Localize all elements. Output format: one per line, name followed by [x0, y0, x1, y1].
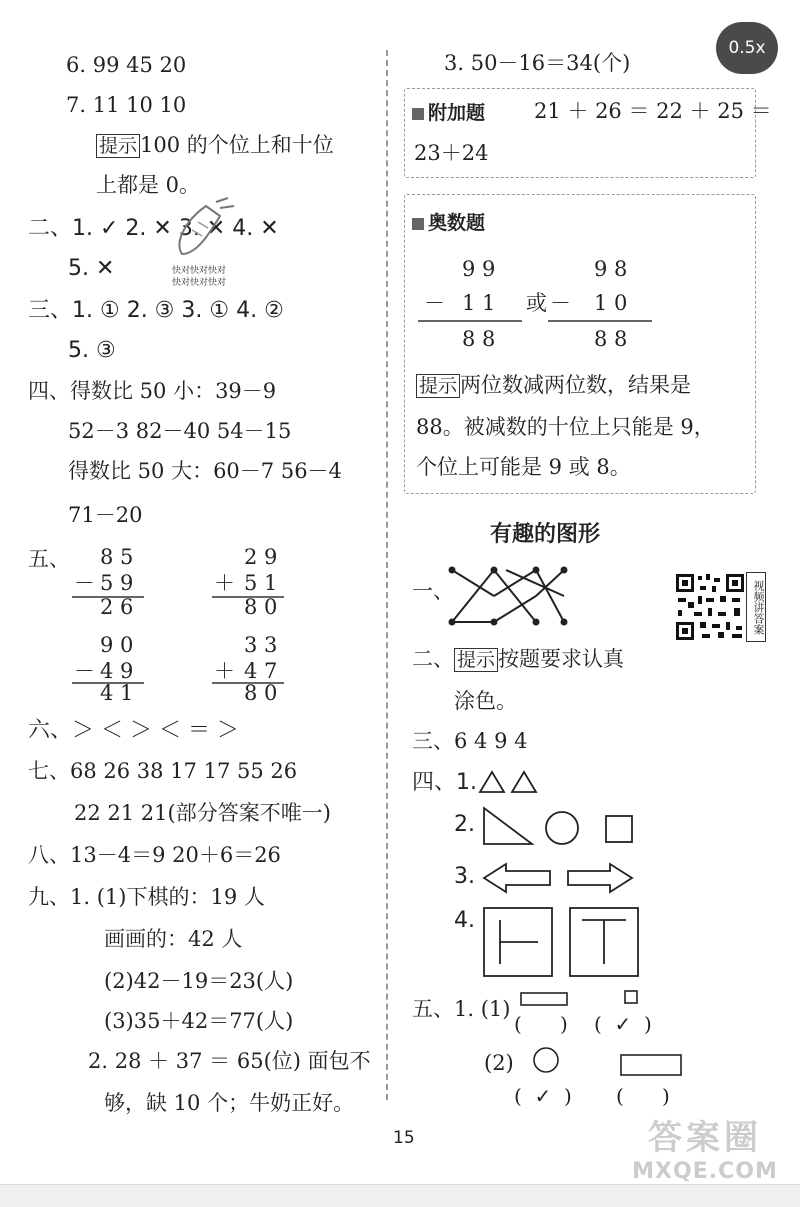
section-title: 有趣的图形 — [490, 522, 601, 547]
left-arrow-icon — [484, 864, 550, 892]
olympiad-tip-2: 88。被减数的十位上只能是 9， — [416, 415, 715, 439]
bonus-line-1: 21 ＋ 26 ＝ 22 ＋ 25 ＝ — [534, 99, 772, 123]
calc-result: 2 6 — [100, 595, 134, 619]
graphic-section-2-label: 二、 — [412, 647, 454, 671]
section-4-line-2: 52－3 82－40 54－15 — [68, 419, 292, 443]
answer-6: 6. 99 45 20 — [66, 53, 187, 77]
arrows-row — [482, 862, 642, 894]
graphic-5-2-label: (2) — [484, 1051, 514, 1075]
watermark-line-1: 答案圈 — [648, 1118, 762, 1158]
calc-line — [418, 320, 522, 322]
tip-label: 提示 — [416, 374, 460, 398]
shapes-row — [482, 806, 642, 846]
bonus-line-2: 23＋24 — [414, 141, 489, 165]
section-9-line-4: (3)35＋42＝77(人) — [104, 1009, 294, 1033]
bottom-strip — [0, 1184, 800, 1207]
calc-line — [548, 320, 652, 322]
calc-top: 3 3 — [244, 633, 278, 657]
graphic-section-2-line-2: 涂色。 — [454, 689, 517, 713]
calc-result: 8 0 — [244, 595, 278, 619]
section-9-line-2: 画画的：42 人 — [104, 927, 243, 951]
calc-top: 2 9 — [244, 545, 278, 569]
graphic-4-3-label: 3. — [454, 864, 475, 889]
section-5-label: 五、 — [28, 547, 70, 571]
calc-second: 4 9 — [100, 659, 134, 683]
square-icon — [606, 816, 632, 842]
calc-second: 5 1 — [244, 571, 278, 595]
letter-boxes — [482, 906, 642, 978]
answer-3: 3. 50－16＝34(个) — [444, 51, 631, 75]
section-3-line-1: 三、1. ① 2. ③ 3. ① 4. ② — [28, 298, 284, 323]
calc-second: 1 1 — [462, 291, 496, 315]
calc-top: 9 0 — [100, 633, 134, 657]
wide-rectangle-icon — [620, 1054, 682, 1076]
heading-marker-icon — [412, 218, 424, 230]
olympiad-heading — [412, 208, 485, 235]
section-8: 八、13－4＝9 20＋6＝26 — [28, 843, 281, 867]
graphic-section-5-label: 五、1. (1) — [412, 997, 511, 1021]
section-9-line-6: 够，缺 10 个；牛奶正好。 — [104, 1091, 355, 1115]
section-9-line-3: (2)42－19＝23(人) — [104, 969, 294, 993]
graphic-4-2-label: 2. — [454, 812, 475, 837]
section-7-line-2: 22 21 21(部分答案不唯一) — [74, 801, 331, 825]
stamp-text-1: 快对快对快对 — [172, 266, 227, 276]
small-square-icon — [624, 990, 638, 1004]
calc-second: 1 0 — [594, 291, 628, 315]
right-triangle-icon — [484, 808, 532, 844]
section-2-line-2: 5. ✕ — [68, 256, 115, 281]
zoom-badge[interactable]: 0.5x — [716, 22, 778, 74]
calc-top: 8 5 — [100, 545, 134, 569]
answer-paren-blank: ( ) — [514, 1012, 568, 1036]
calc-operator: － — [550, 291, 571, 315]
calc-operator: － — [424, 291, 445, 315]
answer-paren-check: ( ✓ ) — [514, 1084, 572, 1108]
watermark — [620, 1118, 790, 1186]
calc-top: 9 8 — [594, 257, 628, 281]
tip-label: 提示 — [454, 648, 498, 672]
tip-text-2: 上都是 0。 — [96, 173, 201, 197]
column-divider — [386, 50, 388, 1100]
stamp-text-2: 快对快对快对 — [172, 278, 227, 288]
graphic-4-4-label: 4. — [454, 908, 475, 933]
section-6: 六、＞ ＜ ＞ ＜ ＝ ＞ — [28, 718, 239, 743]
qr-label: 视频讲答案 — [746, 572, 766, 642]
section-9-line-1: 九、1. (1)下棋的：19 人 — [28, 885, 265, 909]
heading-marker-icon — [412, 108, 424, 120]
olympiad-box — [404, 194, 756, 494]
olympiad-tip-line — [416, 372, 691, 398]
section-4-line-4: 71－20 — [68, 503, 143, 527]
section-2-line-1: 二、1. ✓ 2. ✕ 3. ✕ 4. ✕ — [28, 216, 279, 241]
bonus-heading-text: 附加题 — [428, 102, 486, 124]
answer-7: 7. 11 10 10 — [66, 93, 187, 117]
section-4-line-3: 得数比 50 大：60－7 56－4 — [68, 459, 342, 483]
calc-result: 4 1 — [100, 681, 134, 705]
qr-code-icon[interactable] — [674, 572, 746, 642]
calc-operator: － — [74, 571, 95, 595]
graphic-section-4-label: 四、1. — [412, 770, 477, 795]
tip-text: 按题要求认真 — [498, 647, 625, 671]
calc-operator: － — [74, 659, 95, 683]
answer-paren-blank: ( ) — [616, 1084, 670, 1108]
long-rectangle-icon — [520, 992, 568, 1006]
carrot-stamp-icon — [168, 196, 238, 260]
graphic-section-1-label: 一、 — [412, 579, 454, 603]
calc-result: 8 8 — [462, 327, 496, 351]
right-arrow-icon — [568, 864, 632, 892]
page-number: 15 — [393, 1128, 415, 1148]
section-7-line-1: 七、68 26 38 17 17 55 26 — [28, 759, 298, 783]
calc-second: 4 7 — [244, 659, 278, 683]
calc-operator: ＋ — [214, 659, 235, 683]
section-9-line-5: 2. 28 ＋ 37 ＝ 65(位) 面包不 — [88, 1049, 371, 1073]
section-3-line-2: 5. ③ — [68, 338, 116, 363]
answer-paren-check: ( ✓ ) — [594, 1012, 652, 1036]
watermark-line-2: MXQE.COM — [632, 1159, 778, 1184]
section-4-line-1: 四、得数比 50 小：39－9 — [28, 379, 277, 403]
tip-line — [96, 132, 334, 158]
circle-icon — [532, 1046, 560, 1074]
calc-operator: ＋ — [214, 571, 235, 595]
tip-label: 提示 — [96, 134, 140, 158]
calc-result: 8 0 — [244, 681, 278, 705]
triangles-icon — [478, 770, 542, 794]
graphic-section-3: 三、6 4 9 4 — [412, 729, 528, 753]
tip-text: 100 的个位上和十位 — [140, 133, 334, 157]
circle-icon — [546, 812, 578, 844]
calc-second: 5 9 — [100, 571, 134, 595]
tip-text: 两位数减两位数，结果是 — [460, 373, 692, 397]
calc-top: 9 9 — [462, 257, 496, 281]
olympiad-heading-text: 奥数题 — [428, 212, 486, 234]
bonus-heading — [412, 98, 485, 125]
calc-result: 8 8 — [594, 327, 628, 351]
graphic-section-2-line-1 — [412, 646, 624, 672]
olympiad-tip-3: 个位上可能是 9 或 8。 — [416, 455, 631, 479]
connect-lines-figure — [450, 566, 570, 626]
olympiad-or: 或 — [526, 291, 547, 315]
